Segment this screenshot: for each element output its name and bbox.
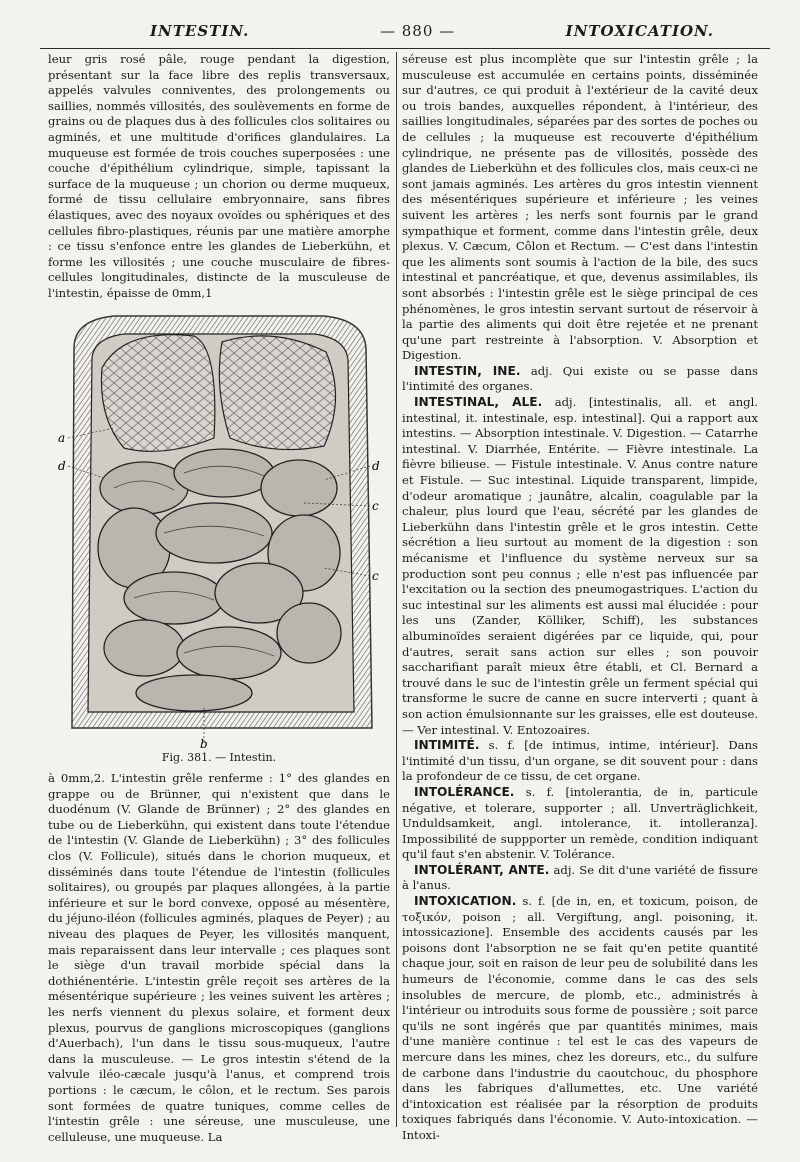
entry-definition: s. f. [de in, en, et toxicum, poison, de τοξικόν, poison ; all. Vergiftung, angl. poisoning, it. intossicazione]. Ensemble des accidents causés par les poisons dont l'absorption ne se fait qu'en petite quantité chaque jour, soit en raison de leur peu de solubilité dans les humeurs de l'économie, comme dans le cas des sels insolubles de mercure, de plomb, etc., administrés à l'intérieur ou introduits sous forme de poussière ; soit parce qu'ils ne sont ingérés que par quantités minimes, mais d'une manière continue : tel est le cas des vapeurs de mercure dans les mines, chez les doreurs, etc., du sulfure de carbone dans l'industrie du caoutchouc, du phosphore dans les fabriques d'allumettes, etc. Une variété d'intoxication est réalisée par la résorption de produits toxiques fabriqués dans l'économie. V. Auto-intoxication. — Intoxi- (402, 894, 758, 1142)
entry-intolerance (402, 785, 758, 863)
entry-definition: s. f. [de intimus, intime, intérieur]. Dans l'intimité d'un tissu, d'un organe, se dit souvent pour : dans la profondeur de ce tissu, de cet organe. (402, 738, 758, 784)
figure-label-b: b (200, 736, 208, 748)
entry-intestin (402, 364, 758, 395)
page-number: — 880 — (380, 22, 456, 40)
entry-definition: s. f. [intolerantia, de in, particule négative, et tolerare, supporter ; all. Unverträglichkeit, Unduldsamkeit, angl. intolerance, it. intolleranza]. Impossibilité de suppporter un remède, condition indiquant qu'il faut s'en abstenir. V. Tolérance. (402, 784, 758, 862)
entry-headword: INTIMITÉ. (414, 738, 480, 753)
figure-label-c-lower: c (372, 568, 379, 583)
header-right-word: INTOXICATION. (565, 22, 714, 40)
figure-caption: Fig. 381. — Intestin. (161, 750, 277, 764)
entry-headword: INTESTIN, INE. (414, 363, 521, 378)
entry-intoxication (402, 894, 758, 1144)
header-left-word: INTESTIN. (150, 22, 250, 40)
entry-headword: INTOXICATION. (414, 894, 517, 909)
entry-intolerant (402, 863, 758, 894)
entry-definition: adj. [intestinalis, all. et angl. intestinal, it. intestinale, esp. intestinal]. Qui a rapport aux intestins. — Absorption intestinale. V. Digestion. — Catarrhe intestinal. V. Diarrhée, Entérite. — Fièvre intestinale. La fièvre bilieuse. — Fistule intestinale. V. Anus contre nature et Fistule. — Suc intestinal. Liquide transparent, limpide, d'odeur aromatique ; jaunâtre, alcalin, coagulable par la chaleur, plus lourd que l'eau, sécrété par les glandes de Lieberkühn dans l'intestin grêle et le gros intestin. Cette sécrétion a lieu surtout au moment de la digestion : son mécanisme et l'influence du système nerveux sur sa production sont peu connus ; elle n'est pas influencée par l'excitation ou la section des pneumogastriques. L'action du suc intestinal sur les aliments est aussi mal élucidée : pour les uns (Zander, Kölliker, Schiff), les substances albuminoïdes seraient digérées par ce liquide, qui, pour d'autres, serait sans action sur elles ; son pouvoir saccharifiant paraît mieux être établi, et Cl. Bernard a trouvé dans le suc de l'intestin grêle un ferment spécial qui transforme le sucre de canne en sucre interverti ; quant à son action émulsionnante sur les graisses, elle est douteuse. — Ver intestinal. V. Entozoaires. (402, 395, 759, 737)
intestine-figure (54, 308, 384, 748)
left-column (48, 52, 390, 1145)
entry-headword: INTOLÉRANT, ANTE. (414, 862, 550, 877)
entry-intestinal (402, 395, 758, 738)
entry-headword: INTOLÉRANCE. (414, 784, 515, 799)
paragraph-large-intestine: séreuse est plus incomplète que sur l'intestin grêle ; la musculeuse est accumulée en certains points, disséminée sur d'autres, ce qui produit à l'extérieur de la cavité deux ou trois bandes, auxquelles répondent, à l'intérieur, des saillies longitudinales, séparées par des sortes de poches ou de cellules ; la muqueuse est recouverte d'épithélium cylindrique, ne présente pas de villosités, possède des glandes de Lieberkühn et des follicules clos, mais ceux-ci ne sont jamais agminés. Les artères du gros intestin viennent des mésentériques supérieure et inférieure ; les veines suivent les artères ; les nerfs sont fournis par le grand sympathique et forment, comme dans l'intestin grêle, deux plexus. V. Cæcum, Côlon et Rectum. — C'est dans l'intestin que les aliments sont soumis à l'action de la bile, des sucs intestinal et pancréatique, et que, devenus assimilables, ils sont absorbés : l'intestin grêle est le siège principal de ces phénomènes, le gros intestin servant surtout de réservoir à la partie des aliments qui doit être rejetée et ne prenant qu'une part restreinte à l'absorption. V. Absorption et Digestion. (402, 52, 758, 363)
figure-label-c-upper: c (372, 498, 379, 513)
column-divider (396, 52, 397, 1127)
paragraph-mucosa: leur gris rosé pâle, rouge pendant la digestion, présentant sur la face libre des replis transversaux, appelés valvules conniventes, des prolongements ou saillies, nommés villosités, des soulèvements en forme de grains ou de plaques dus à des follicules clos solitaires ou agminés, et une multitude d'orifices glandulaires. La muqueuse est formée de trois couches superposées : une couche d'épithélium cylindrique, simple, tapissant la surface de la muqueuse ; un chorion ou derme muqueux, formé de tissu cellulaire embryonnaire, sans fibres élastiques, avec des noyaux ovoïdes ou sphériques et des cellules fibro-plastiques, réunis par une matière amorphe : ce tissu s'enfonce entre les glandes de Lieberkühn, et forme les villosités ; une couche musculaire de fibres-cellules longitudinales, distincte de la musculeuse de l'intestin, épaisse de 0mm,1 (48, 52, 390, 300)
entry-intimite (402, 738, 758, 785)
running-head (40, 18, 770, 49)
figure-label-d-left: d (58, 458, 66, 473)
paragraph-glands: à 0mm,2. L'intestin grêle renferme : 1° des glandes en grappe ou de Brünner, qui n'existent que dans le duodénum (V. Glande de Brünner) ; 2° des glandes en tube ou de Lieberkühn, qui existent dans toute l'étendue de l'intestin (V. Glande de Lieberkühn) ; 3° des follicules clos (V. Follicule), situés dans le chorion muqueux, et disséminés dans toute l'étendue de l'intestin (follicules solitaires), ou groupés par plaques allongées, à la partie inférieure et sur le bord convexe, opposé au mésentère, du jéjuno-iléon (follicules agminés, plaques de Peyer) ; au niveau des plaques de Peyer, les villosités manquent, mais reparaissent dans leur intervalle ; ces plaques sont le siège d'un travail morbide spécial dans la dothiénentérie. L'intestin grêle reçoit ses artères de la mésentérique supérieure ; les veines suivent les artères ; les nerfs viennent du plexus solaire, et forment deux plexus, pourvus de ganglions microscopiques (ganglions d'Auerbach), l'un dans le tissu sous-muqueux, l'autre dans la musculeuse. — Le gros intestin s'étend de la valvule iléo-cæcale jusqu'à l'anus, et comprend trois portions : le cæcum, le côlon, et le rectum. Ses parois sont formées de quatre tuniques, comme celles de l'intestin grêle : une séreuse, une musculeuse, une celluleuse, une muqueuse. La (48, 771, 390, 1144)
intestine-illustration (54, 308, 384, 748)
entry-headword: INTESTINAL, ALE. (414, 395, 543, 410)
figure-label-d-right: d (372, 458, 380, 473)
entry-definition: adj. Se dit d'une variété de fissure à l'anus. (402, 862, 758, 893)
entry-definition: adj. Qui existe ou se passe dans l'intimité des organes. (402, 363, 758, 394)
figure-label-a: a (58, 430, 66, 445)
right-column (402, 52, 758, 1144)
